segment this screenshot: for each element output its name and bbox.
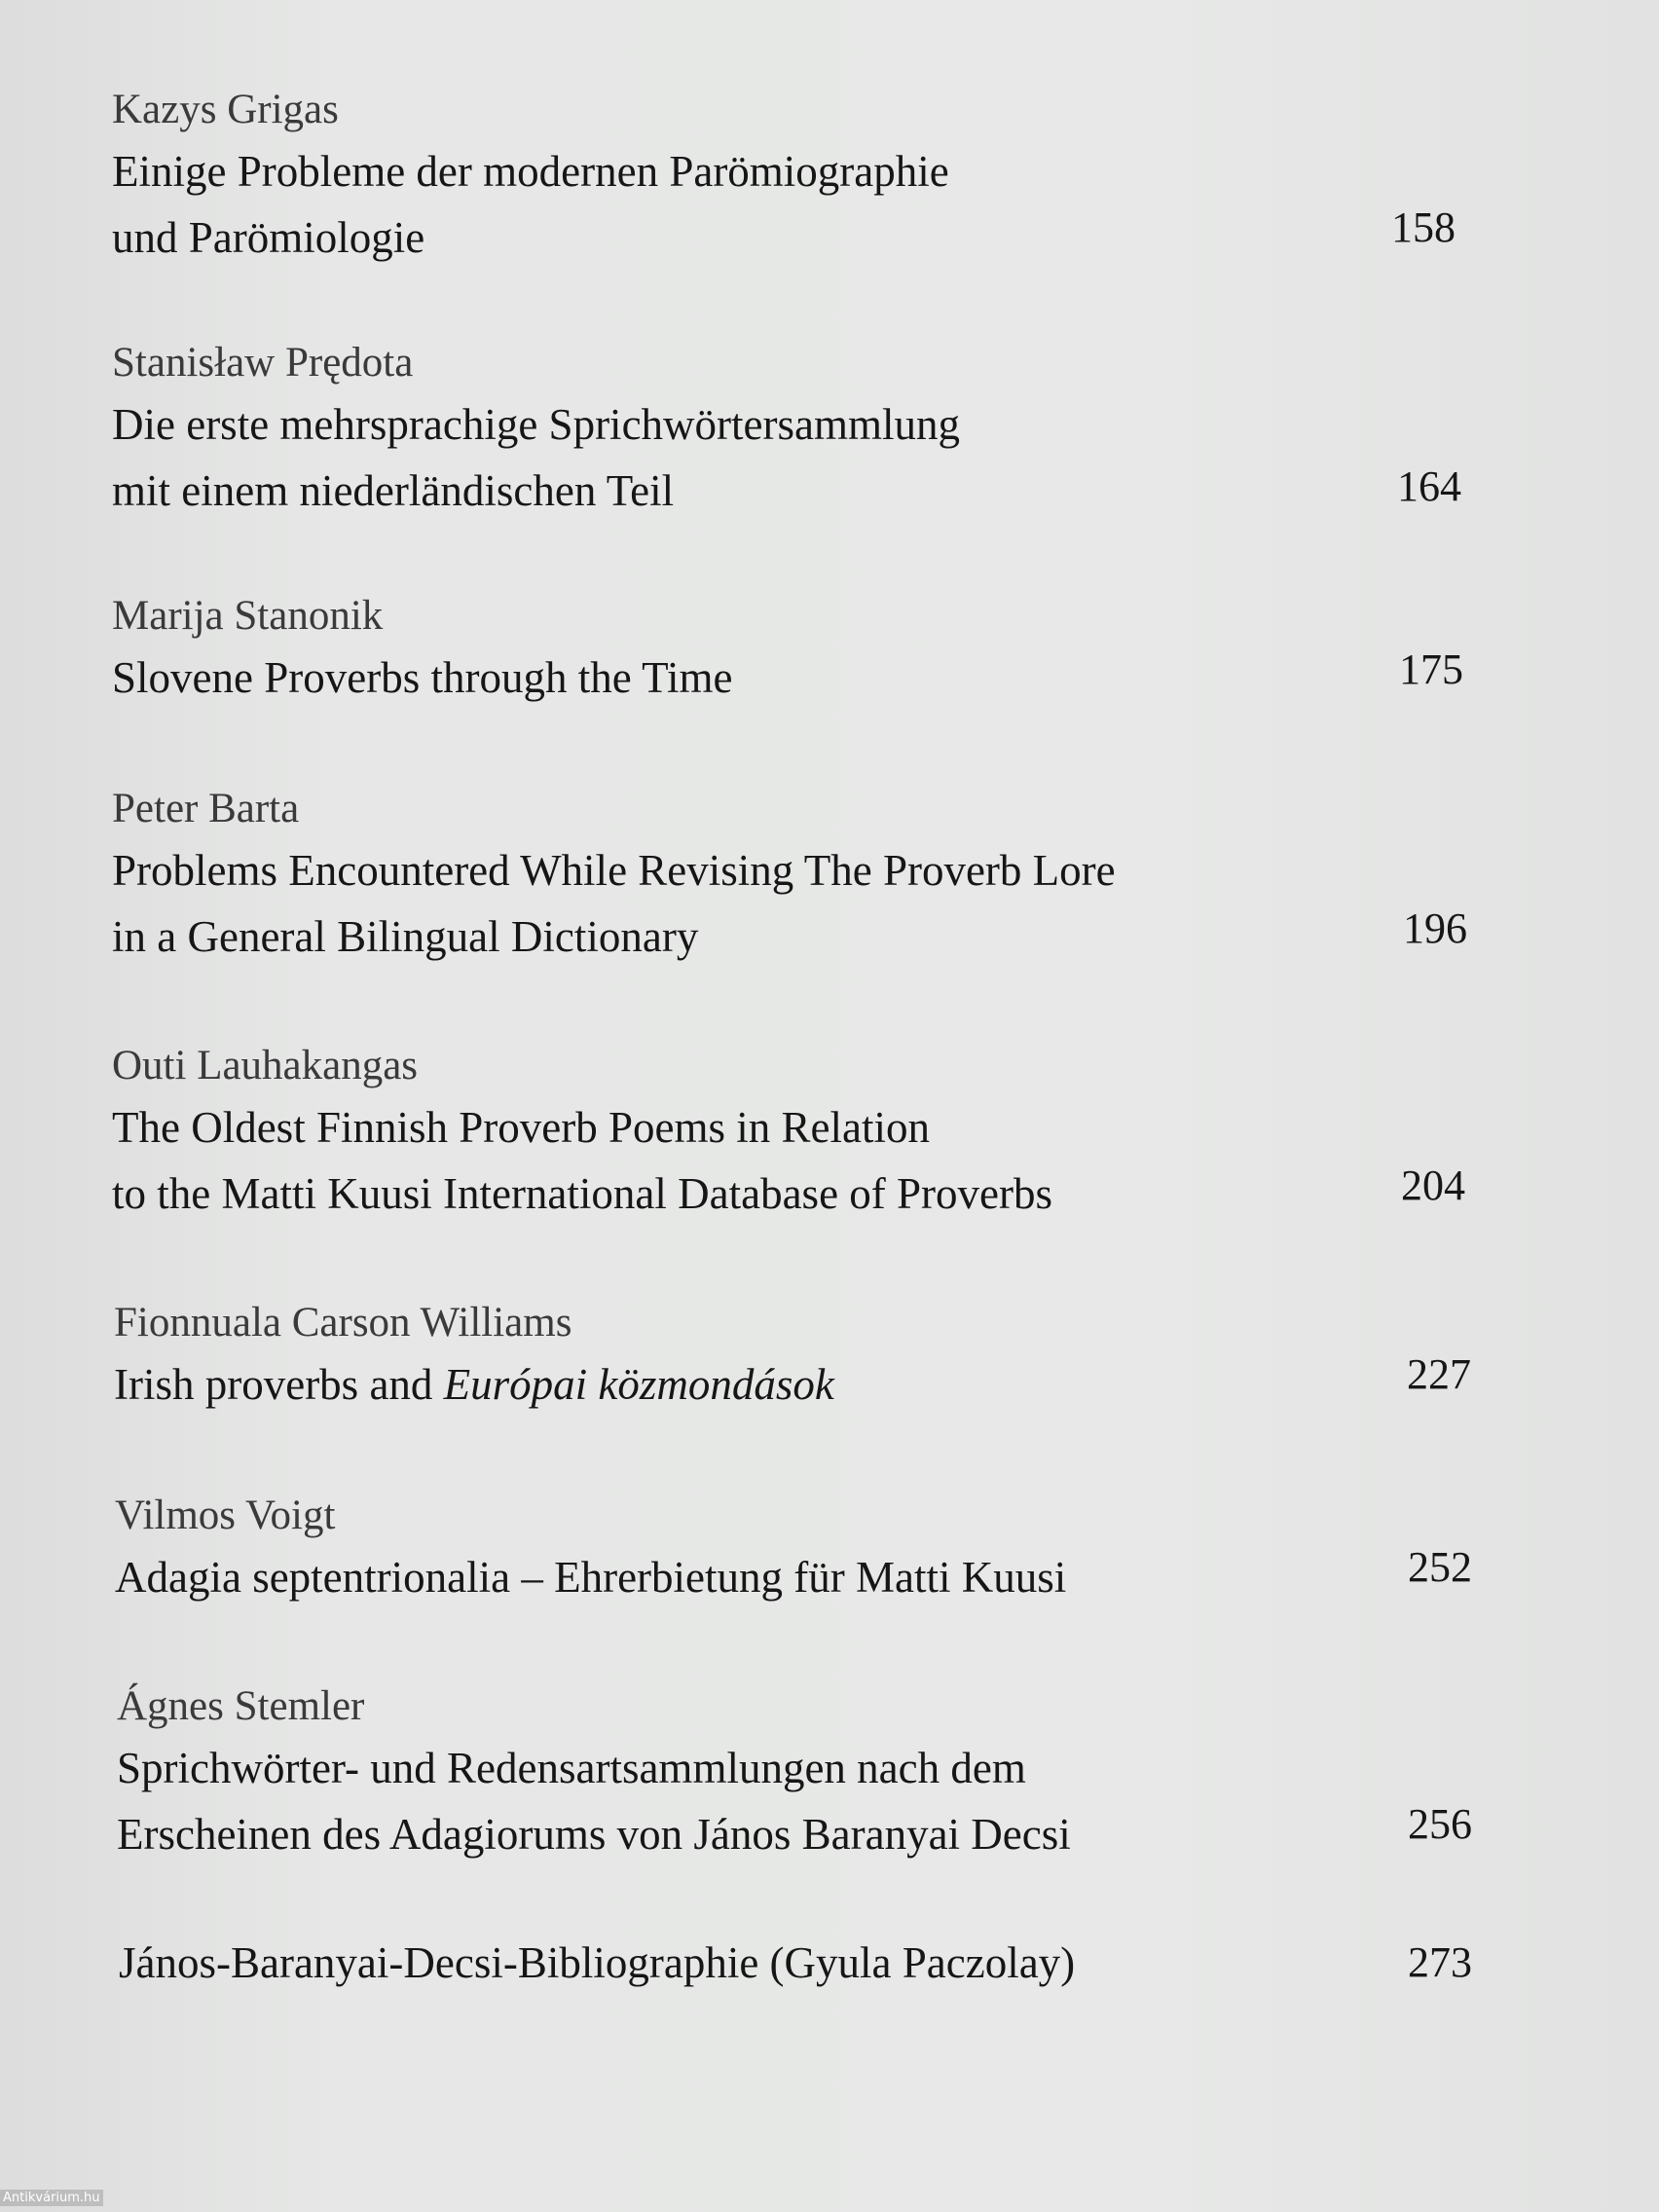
entry-author: Vilmos Voigt	[115, 1493, 336, 1538]
entry-title-line	[114, 1351, 1457, 1418]
entry-title-line: Erscheinen des Adagiorums von János Baranyai Decsi	[117, 1810, 1071, 1859]
entry-author: Outi Lauhakangas	[112, 1043, 419, 1088]
entry-page-number: 227	[1407, 1350, 1471, 1398]
entry-title-line: Die erste mehrsprachige Sprichwörtersammlung	[112, 400, 960, 449]
entry-title-line: und Parömiologie	[112, 213, 425, 262]
entry-page-number: 196	[1403, 904, 1467, 952]
entry-title-line: Adagia septentrionalia – Ehrerbietung für Matti Kuusi	[115, 1553, 1067, 1602]
entry-title-line: Problems Encountered While Revising The Proverb Lore	[112, 846, 1116, 895]
entry-page-number: 256	[1408, 1800, 1472, 1848]
entry-author: Fionnuala Carson Williams	[114, 1300, 572, 1346]
toc-entry	[112, 588, 1463, 711]
toc-entry	[112, 335, 1461, 524]
entry-title-italic: Európai közmondások	[443, 1360, 834, 1409]
entry-title-line: mit einem niederländischen Teil	[112, 466, 675, 515]
entry-author: Ágnes Stemler	[117, 1683, 365, 1729]
entry-page-number: 158	[1391, 203, 1456, 251]
toc-entry	[117, 1678, 1472, 1867]
entry-title-line: Sprichwörter- und Redensartsammlungen nach dem	[117, 1744, 1026, 1792]
toc-entry	[119, 1930, 1472, 1996]
toc-entry	[114, 1295, 1471, 1418]
entry-title-line: Slovene Proverbs through the Time	[112, 653, 733, 702]
entry-title-line: to the Matti Kuusi International Database of Proverbs	[112, 1169, 1053, 1218]
entry-page-number: 273	[1408, 1938, 1472, 1986]
entry-author: Marija Stanonik	[112, 593, 384, 639]
toc-entry	[112, 781, 1467, 970]
site-watermark: Antikvárium.hu	[0, 2190, 103, 2206]
entry-title-line: Einige Probleme der modernen Parömiographie	[112, 147, 949, 196]
entry-page-number: 175	[1399, 645, 1463, 693]
toc-entry	[112, 1038, 1465, 1227]
entry-page-number: 204	[1401, 1161, 1465, 1209]
entry-author: Stanisław Prędota	[112, 340, 414, 386]
toc-entry	[112, 82, 1456, 271]
entry-page-number: 252	[1408, 1543, 1472, 1591]
entry-title-line: János-Baranyai-Decsi-Bibliographie (Gyula Paczolay)	[119, 1938, 1076, 1987]
entry-title-line: in a General Bilingual Dictionary	[112, 912, 699, 961]
entry-author: Kazys Grigas	[112, 87, 339, 132]
toc-entry	[115, 1488, 1472, 1610]
entry-author: Peter Barta	[112, 786, 300, 831]
entry-title-line: The Oldest Finnish Proverb Poems in Relation	[112, 1103, 930, 1152]
entry-page-number: 164	[1397, 462, 1461, 510]
entry-title-plain: Irish proverbs and	[114, 1360, 444, 1409]
